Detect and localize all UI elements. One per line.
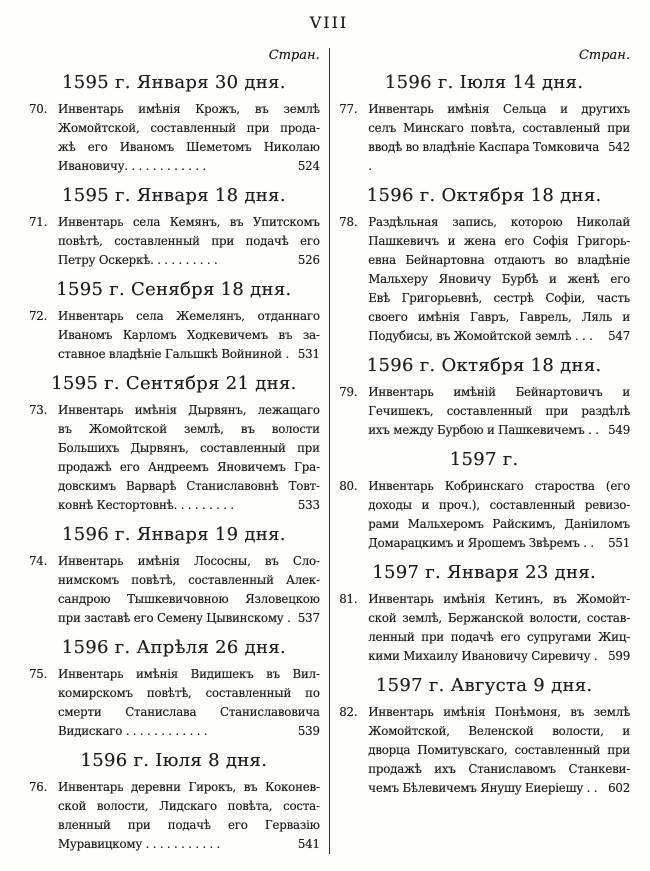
toc-entry — [338, 383, 630, 440]
entry-number: 79. — [339, 385, 358, 399]
entry-page-number: 599 — [608, 649, 630, 663]
toc-entry — [28, 213, 320, 270]
toc-entry — [28, 778, 320, 854]
date-heading: 1596 г. Іюля 14 дня. — [384, 72, 584, 93]
entry-leader-line — [58, 835, 320, 854]
entry-body — [368, 703, 630, 798]
entry-leader-text: ковнѣ Кестортовнѣ. . . . . . . . . — [58, 498, 234, 512]
entry-leader-line — [368, 421, 630, 440]
entry-body — [368, 383, 630, 440]
entry-number: 78. — [339, 215, 358, 229]
entry-line: Иваномъ Карломъ Ходкевичемъ въ за- — [58, 328, 320, 342]
toc-entry — [338, 590, 630, 666]
date-heading: 1596 г. Іюля 8 дня. — [80, 750, 268, 771]
toc-column-left-body — [28, 71, 320, 854]
column-header-left: Стран. — [268, 48, 320, 63]
entry-line: Инвентарь Кобринскаго староства (его — [368, 479, 630, 493]
entry-leader-text: Подубисы, въ Жомойтской землѣ . . . — [368, 329, 593, 343]
entry-line: ской землѣ, Бержанской волости, состав- — [368, 611, 630, 625]
entry-line: Большихъ Дырвянъ, составленный при — [58, 441, 320, 455]
entry-body — [58, 213, 320, 270]
folio-number: VIII — [309, 13, 349, 32]
entry-line: Инвентарь имѣнія Крожъ, въ землѣ — [58, 102, 320, 116]
entry-body — [368, 477, 630, 553]
entry-line: Жомойтской, составленный при прода- — [58, 121, 320, 135]
entry-page-number: 542 — [608, 140, 630, 154]
entry-page-number: 533 — [297, 498, 320, 512]
entry-line: Инвентарь имѣнія Сельца и другихъ — [368, 102, 630, 116]
date-heading: 1596 г. Января 19 дня. — [61, 524, 286, 545]
entry-page-number: 531 — [297, 347, 320, 361]
entry-line: продажѣ его Андреемъ Яновичемъ Гра- — [58, 460, 320, 474]
entry-number: 76. — [29, 780, 48, 794]
entry-line: въ Жомойтской землѣ, въ волости — [58, 422, 320, 436]
entry-body — [368, 590, 630, 666]
toc-entry — [28, 401, 320, 515]
entry-number: 73. — [29, 403, 48, 417]
entry-leader-text: Домарацкимъ и Ярошемъ Звѣремъ . . — [368, 536, 594, 550]
entry-line: Инвентарь села Кемянъ, въ Упитскомъ — [58, 215, 320, 229]
date-heading: 1595 г. Сенября 18 дня. — [56, 279, 292, 300]
toc-entry — [28, 552, 320, 628]
date-heading: 1596 г. Октября 18 дня. — [366, 355, 602, 376]
entry-line: жѣ его Иваномъ Шеметомъ Николаю — [58, 140, 320, 154]
entry-line: продажѣ ихъ Станиславомъ Станкеви- — [368, 762, 630, 776]
entry-line: Инвентарь деревни Гирокъ, въ Коконев- — [58, 780, 320, 794]
entry-number: 70. — [29, 102, 48, 116]
entry-line: доходы и проч.), составленный ревизо- — [368, 498, 630, 512]
entry-line: рами Мальхеромъ Райскимъ, Даніиломъ — [368, 517, 630, 531]
column-header-right: Стран. — [578, 48, 630, 63]
entry-line: селъ Минскаго повѣта, составленый при — [368, 121, 630, 135]
entry-line: евна Бейнартовна отдаютъ во владѣніе — [368, 253, 630, 267]
date-heading: 1597 г. — [449, 449, 519, 470]
entry-page-number: 526 — [297, 253, 320, 267]
date-heading: 1595 г. Января 18 дня. — [61, 185, 286, 206]
entry-number: 82. — [339, 705, 358, 719]
entry-leader-line — [368, 779, 630, 798]
date-heading: 1597 г. Января 23 дня. — [372, 562, 597, 583]
entry-line: дворца Помитувскаго, составленный при — [368, 743, 630, 757]
date-heading: 1597 г. Августа 9 дня. — [375, 675, 593, 696]
toc-column-right-body — [338, 71, 630, 798]
entry-number: 71. — [29, 215, 48, 229]
entry-leader-text: Муравицкому . . . . . . . . . . . — [58, 837, 221, 851]
toc-entry — [338, 100, 630, 176]
entry-leader-line — [368, 138, 630, 176]
entry-body — [368, 213, 630, 346]
entry-line: Жомойтской, Веленской волости, и — [368, 724, 630, 738]
entry-line: Инвентарь имѣнія Видишекъ въ Вил- — [58, 667, 320, 681]
date-heading: 1595 г. Января 30 дня. — [61, 72, 286, 93]
entry-page-number: 549 — [608, 423, 630, 437]
entry-leader-line — [368, 534, 630, 553]
entry-line: Инвентарь имѣнія Лососны, въ Сло- — [58, 554, 320, 568]
entry-number: 80. — [339, 479, 358, 493]
entry-leader-text: кими Михаилу Ивановичу Сиревичу . — [368, 649, 598, 663]
entry-number: 75. — [29, 667, 48, 681]
entry-line: Раздѣльная запись, которою Николай — [368, 215, 630, 229]
entry-leader-line — [58, 722, 320, 741]
entry-body — [58, 778, 320, 854]
entry-line: комирскомъ повѣтѣ, составленный по — [58, 686, 320, 700]
entry-line: своего имѣнія Гавръ, Гаврель, Ляль и — [368, 310, 630, 324]
entry-leader-text: чемъ Бѣлевичемъ Янушу Еиеріешу . . — [368, 781, 598, 795]
entry-line: нимскомъ повѣтѣ, составленный Алек- — [58, 573, 320, 587]
toc-entry — [338, 477, 630, 553]
entry-page-number: 539 — [297, 724, 320, 738]
entry-line: Инвентарь имѣнія Дырвянъ, лежащаго — [58, 403, 320, 417]
entry-line: ленный при подачѣ его супругами Жиц- — [368, 630, 630, 644]
toc-entry — [28, 665, 320, 741]
table-of-contents — [28, 48, 630, 854]
entry-line: Инвентарь имѣнія Кетинъ, въ Жомойт- — [368, 592, 630, 606]
entry-page-number: 524 — [297, 159, 320, 173]
entry-leader-line — [58, 157, 320, 176]
entry-line: Инвентарь имѣнія Понѣмоня, въ землѣ — [368, 705, 630, 719]
entry-line: повѣтѣ, составленный при подачѣ его — [58, 234, 320, 248]
entry-line: Евѣ Григорьевнѣ, сестрѣ Софіи, часть — [368, 291, 630, 305]
entry-leader-line — [368, 647, 630, 666]
entry-page-number: 602 — [608, 781, 630, 795]
date-heading: 1595 г. Сентября 21 дня. — [51, 373, 297, 394]
entry-body — [58, 401, 320, 515]
entry-leader-line — [368, 327, 630, 346]
entry-line: довскимъ Варварѣ Станиславовнѣ Товт- — [58, 479, 320, 493]
entry-number: 77. — [339, 102, 358, 116]
entry-line: вленный при подачѣ его Гервазію — [58, 818, 320, 832]
entry-leader-text: при заставѣ его Семену Цывинскому . — [58, 611, 291, 625]
entry-line: Пашкевичъ и жена его Софія Григорь- — [368, 234, 630, 248]
toc-column-left — [28, 48, 329, 854]
entry-body — [58, 552, 320, 628]
date-heading: 1596 г. Апрѣля 26 дня. — [61, 637, 287, 658]
entry-leader-line — [58, 609, 320, 628]
entry-leader-line — [58, 496, 320, 515]
entry-line: Мальхеру Яновичу Бурбѣ и женѣ его — [368, 272, 630, 286]
entry-line: Гечишекъ, составленный при раздѣлѣ — [368, 404, 630, 418]
entry-page-number: 537 — [297, 611, 320, 625]
entry-line: Инвентарь села Жемелянъ, отданнаго — [58, 309, 320, 323]
entry-leader-text: ставное владѣніе Гальшкѣ Войниной . — [58, 347, 290, 361]
entry-body — [58, 100, 320, 176]
entry-page-number: 547 — [608, 329, 630, 343]
toc-entry — [338, 213, 630, 346]
entry-leader-text: Видискаго . . . . . . . . . . . . — [58, 724, 208, 738]
entry-number: 81. — [339, 592, 358, 606]
entry-number: 72. — [29, 309, 48, 323]
entry-page-number: 541 — [297, 837, 320, 851]
toc-entry — [28, 307, 320, 364]
entry-leader-line — [58, 251, 320, 270]
entry-body — [368, 100, 630, 176]
entry-line: сандрою Тышкевичовною Язловецкою — [58, 592, 320, 606]
date-heading: 1596 г. Октября 18 дня. — [366, 185, 602, 206]
entry-page-number: 551 — [608, 536, 630, 550]
entry-line: Инвентарь имѣній Бейнартовичъ и — [368, 385, 630, 399]
entry-line: смерти Станислава Станиславовича — [58, 705, 320, 719]
toc-entry — [338, 703, 630, 798]
entry-body — [58, 307, 320, 364]
entry-line: ской волости, Лидскаго повѣта, соста- — [58, 799, 320, 813]
entry-body — [58, 665, 320, 741]
entry-leader-text: Ивановичу. . . . . . . . . . . . — [58, 159, 207, 173]
entry-number: 74. — [29, 554, 48, 568]
toc-column-right — [330, 48, 630, 854]
entry-leader-line — [58, 345, 320, 364]
entry-leader-text: Петру Оскеркѣ. . . . . . . . . . — [58, 253, 218, 267]
entry-leader-text: ихъ между Бурбою и Пашкевичемъ . . — [368, 423, 599, 437]
toc-entry — [28, 100, 320, 176]
entry-leader-text: вводѣ во владѣніе Каспара Томковича . — [368, 140, 600, 173]
